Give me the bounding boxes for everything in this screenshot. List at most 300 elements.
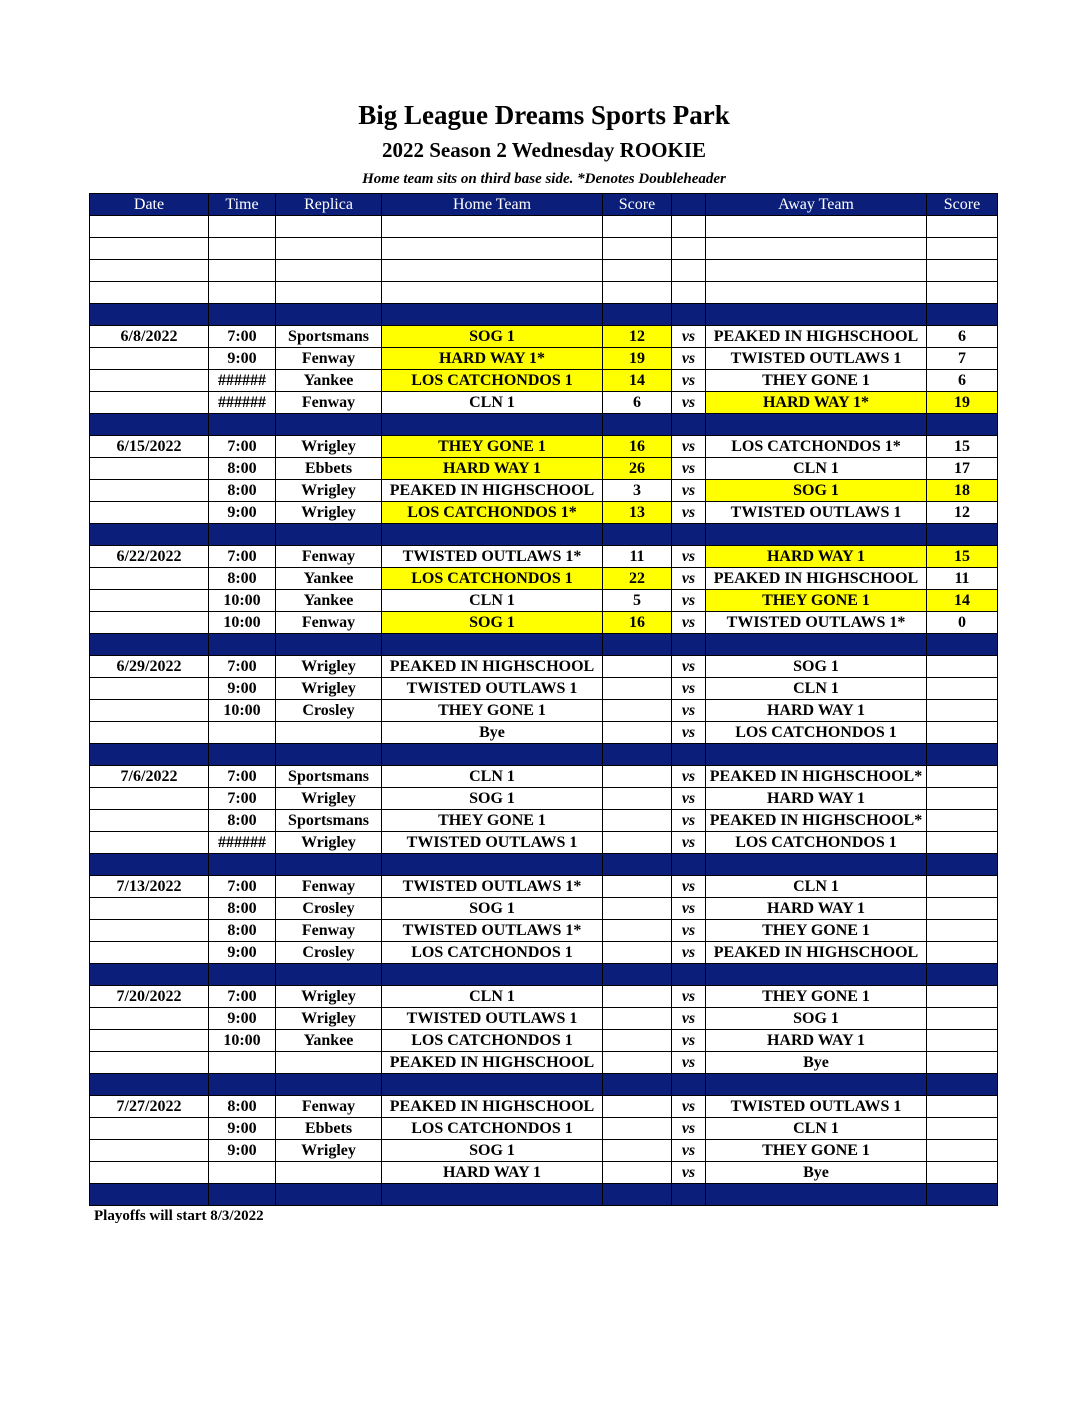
date-cell bbox=[90, 810, 209, 832]
schedule-body bbox=[90, 216, 998, 1206]
away-score-cell bbox=[927, 1140, 998, 1162]
date-cell bbox=[90, 590, 209, 612]
home-team-cell: Bye bbox=[382, 722, 603, 744]
date-cell bbox=[90, 898, 209, 920]
home-score-cell bbox=[603, 920, 672, 942]
col-header-home-score: Score bbox=[603, 194, 672, 216]
away-team-cell: THEY GONE 1 bbox=[706, 590, 927, 612]
replica-cell: Wrigley bbox=[276, 832, 382, 854]
separator-cell bbox=[927, 964, 998, 986]
home-team-cell: CLN 1 bbox=[382, 766, 603, 788]
time-cell: 7:00 bbox=[209, 876, 276, 898]
table-row bbox=[90, 810, 998, 832]
separator-cell bbox=[90, 634, 209, 656]
home-team-cell: SOG 1 bbox=[382, 612, 603, 634]
home-score-cell bbox=[603, 832, 672, 854]
replica-cell: Fenway bbox=[276, 920, 382, 942]
separator-cell bbox=[382, 744, 603, 766]
replica-cell: Yankee bbox=[276, 370, 382, 392]
separator-cell bbox=[209, 634, 276, 656]
vs-cell: vs bbox=[672, 458, 706, 480]
date-cell: 6/29/2022 bbox=[90, 656, 209, 678]
home-team-cell: THEY GONE 1 bbox=[382, 810, 603, 832]
date-cell: 7/13/2022 bbox=[90, 876, 209, 898]
vs-cell: vs bbox=[672, 590, 706, 612]
vs-cell: vs bbox=[672, 502, 706, 524]
separator-cell bbox=[382, 964, 603, 986]
time-cell: 8:00 bbox=[209, 458, 276, 480]
home-score-cell bbox=[603, 1008, 672, 1030]
away-score-cell: 0 bbox=[927, 612, 998, 634]
vs-cell: vs bbox=[672, 546, 706, 568]
home-team-cell: PEAKED IN HIGHSCHOOL bbox=[382, 480, 603, 502]
date-cell bbox=[90, 502, 209, 524]
home-score-cell: 14 bbox=[603, 370, 672, 392]
separator-cell bbox=[90, 1074, 209, 1096]
replica-cell bbox=[276, 282, 382, 304]
home-team-cell: LOS CATCHONDOS 1 bbox=[382, 370, 603, 392]
separator-cell bbox=[706, 854, 927, 876]
replica-cell: Ebbets bbox=[276, 458, 382, 480]
away-team-cell: SOG 1 bbox=[706, 480, 927, 502]
away-score-cell bbox=[927, 986, 998, 1008]
away-score-cell bbox=[927, 1096, 998, 1118]
table-row bbox=[90, 1008, 998, 1030]
home-score-cell bbox=[603, 788, 672, 810]
home-score-cell bbox=[603, 810, 672, 832]
separator-cell bbox=[209, 524, 276, 546]
vs-cell: vs bbox=[672, 612, 706, 634]
home-score-cell bbox=[603, 700, 672, 722]
table-row bbox=[90, 986, 998, 1008]
col-header-replica: Replica bbox=[276, 194, 382, 216]
home-score-cell bbox=[603, 1030, 672, 1052]
table-row bbox=[90, 920, 998, 942]
separator-cell bbox=[706, 1184, 927, 1206]
time-cell: ###### bbox=[209, 370, 276, 392]
away-team-cell: HARD WAY 1 bbox=[706, 788, 927, 810]
away-team-cell: PEAKED IN HIGHSCHOOL* bbox=[706, 766, 927, 788]
away-score-cell: 15 bbox=[927, 546, 998, 568]
home-score-cell: 26 bbox=[603, 458, 672, 480]
home-score-cell bbox=[603, 1162, 672, 1184]
away-score-cell bbox=[927, 238, 998, 260]
separator-cell bbox=[276, 1074, 382, 1096]
home-team-cell: TWISTED OUTLAWS 1 bbox=[382, 832, 603, 854]
home-score-cell bbox=[603, 656, 672, 678]
away-team-cell: TWISTED OUTLAWS 1* bbox=[706, 612, 927, 634]
away-score-cell bbox=[927, 700, 998, 722]
away-team-cell: Bye bbox=[706, 1162, 927, 1184]
table-row bbox=[90, 216, 998, 238]
time-cell: 9:00 bbox=[209, 1118, 276, 1140]
home-score-cell bbox=[603, 1140, 672, 1162]
time-cell bbox=[209, 722, 276, 744]
date-cell bbox=[90, 216, 209, 238]
vs-cell: vs bbox=[672, 1096, 706, 1118]
vs-cell: vs bbox=[672, 480, 706, 502]
home-score-cell: 6 bbox=[603, 392, 672, 414]
away-team-cell: CLN 1 bbox=[706, 876, 927, 898]
separator-cell bbox=[276, 414, 382, 436]
home-team-cell: HARD WAY 1 bbox=[382, 458, 603, 480]
vs-cell: vs bbox=[672, 1118, 706, 1140]
time-cell: 9:00 bbox=[209, 1140, 276, 1162]
away-score-cell: 14 bbox=[927, 590, 998, 612]
replica-cell: Yankee bbox=[276, 1030, 382, 1052]
home-team-cell: LOS CATCHONDOS 1 bbox=[382, 1118, 603, 1140]
away-team-cell: LOS CATCHONDOS 1 bbox=[706, 832, 927, 854]
replica-cell: Wrigley bbox=[276, 502, 382, 524]
away-team-cell: THEY GONE 1 bbox=[706, 370, 927, 392]
away-score-cell: 6 bbox=[927, 326, 998, 348]
date-cell bbox=[90, 282, 209, 304]
separator-cell bbox=[382, 1074, 603, 1096]
away-score-cell bbox=[927, 1162, 998, 1184]
table-row bbox=[90, 348, 998, 370]
away-team-cell bbox=[706, 260, 927, 282]
away-score-cell bbox=[927, 656, 998, 678]
away-team-cell: SOG 1 bbox=[706, 1008, 927, 1030]
table-row bbox=[90, 1118, 998, 1140]
separator-cell bbox=[706, 634, 927, 656]
date-cell bbox=[90, 722, 209, 744]
replica-cell: Wrigley bbox=[276, 436, 382, 458]
vs-cell: vs bbox=[672, 788, 706, 810]
vs-cell: vs bbox=[672, 876, 706, 898]
replica-cell bbox=[276, 722, 382, 744]
home-team-cell bbox=[382, 238, 603, 260]
separator-cell bbox=[276, 524, 382, 546]
replica-cell: Yankee bbox=[276, 590, 382, 612]
separator-cell bbox=[927, 634, 998, 656]
vs-cell bbox=[672, 238, 706, 260]
replica-cell: Wrigley bbox=[276, 1140, 382, 1162]
vs-cell: vs bbox=[672, 1008, 706, 1030]
replica-cell: Wrigley bbox=[276, 986, 382, 1008]
page-subtitle: 2022 Season 2 Wednesday ROOKIE bbox=[381, 138, 706, 162]
away-score-cell: 7 bbox=[927, 348, 998, 370]
home-score-cell: 12 bbox=[603, 326, 672, 348]
away-score-cell bbox=[927, 920, 998, 942]
away-score-cell bbox=[927, 876, 998, 898]
home-score-cell: 3 bbox=[603, 480, 672, 502]
separator-cell bbox=[927, 744, 998, 766]
home-score-cell: 16 bbox=[603, 612, 672, 634]
home-score-cell bbox=[603, 1096, 672, 1118]
date-cell bbox=[90, 788, 209, 810]
replica-cell: Wrigley bbox=[276, 480, 382, 502]
away-team-cell: CLN 1 bbox=[706, 678, 927, 700]
separator-cell bbox=[603, 1184, 672, 1206]
away-team-cell: PEAKED IN HIGHSCHOOL* bbox=[706, 810, 927, 832]
time-cell: 7:00 bbox=[209, 546, 276, 568]
date-cell bbox=[90, 832, 209, 854]
table-row bbox=[90, 942, 998, 964]
away-score-cell bbox=[927, 898, 998, 920]
time-cell: ###### bbox=[209, 832, 276, 854]
separator-cell bbox=[672, 414, 706, 436]
time-cell: 8:00 bbox=[209, 480, 276, 502]
time-cell: 8:00 bbox=[209, 1096, 276, 1118]
date-cell bbox=[90, 238, 209, 260]
week-separator-row bbox=[90, 524, 998, 546]
table-row bbox=[90, 282, 998, 304]
away-team-cell: PEAKED IN HIGHSCHOOL bbox=[706, 568, 927, 590]
separator-cell bbox=[672, 634, 706, 656]
separator-cell bbox=[672, 304, 706, 326]
week-separator-row bbox=[90, 1074, 998, 1096]
home-score-cell: 11 bbox=[603, 546, 672, 568]
separator-cell bbox=[90, 854, 209, 876]
home-team-cell: PEAKED IN HIGHSCHOOL bbox=[382, 1096, 603, 1118]
replica-cell bbox=[276, 1052, 382, 1074]
replica-cell bbox=[276, 1162, 382, 1184]
home-team-cell: CLN 1 bbox=[382, 590, 603, 612]
away-team-cell bbox=[706, 282, 927, 304]
home-team-cell: CLN 1 bbox=[382, 392, 603, 414]
table-row bbox=[90, 238, 998, 260]
away-score-cell bbox=[927, 260, 998, 282]
time-cell bbox=[209, 216, 276, 238]
time-cell bbox=[209, 1162, 276, 1184]
date-cell: 6/15/2022 bbox=[90, 436, 209, 458]
table-row bbox=[90, 590, 998, 612]
date-cell bbox=[90, 920, 209, 942]
home-score-cell bbox=[603, 1052, 672, 1074]
separator-cell bbox=[382, 524, 603, 546]
home-team-cell: THEY GONE 1 bbox=[382, 436, 603, 458]
home-score-cell bbox=[603, 876, 672, 898]
time-cell bbox=[209, 260, 276, 282]
separator-cell bbox=[382, 304, 603, 326]
away-score-cell bbox=[927, 216, 998, 238]
table-row bbox=[90, 436, 998, 458]
time-cell: 7:00 bbox=[209, 436, 276, 458]
home-team-cell: PEAKED IN HIGHSCHOOL bbox=[382, 1052, 603, 1074]
away-team-cell: CLN 1 bbox=[706, 1118, 927, 1140]
away-score-cell: 12 bbox=[927, 502, 998, 524]
col-header-time: Time bbox=[209, 194, 276, 216]
week-separator-row bbox=[90, 854, 998, 876]
separator-cell bbox=[603, 304, 672, 326]
separator-cell bbox=[927, 524, 998, 546]
separator-cell bbox=[927, 1184, 998, 1206]
away-team-cell: PEAKED IN HIGHSCHOOL bbox=[706, 942, 927, 964]
replica-cell: Fenway bbox=[276, 612, 382, 634]
away-team-cell: Bye bbox=[706, 1052, 927, 1074]
time-cell: 9:00 bbox=[209, 502, 276, 524]
table-row bbox=[90, 700, 998, 722]
away-team-cell: TWISTED OUTLAWS 1 bbox=[706, 348, 927, 370]
week-separator-row bbox=[90, 1184, 998, 1206]
vs-cell: vs bbox=[672, 656, 706, 678]
home-score-cell: 5 bbox=[603, 590, 672, 612]
separator-cell bbox=[90, 414, 209, 436]
home-score-cell bbox=[603, 260, 672, 282]
home-team-cell: TWISTED OUTLAWS 1 bbox=[382, 1008, 603, 1030]
home-team-cell: TWISTED OUTLAWS 1* bbox=[382, 876, 603, 898]
vs-cell: vs bbox=[672, 678, 706, 700]
separator-cell bbox=[209, 414, 276, 436]
table-row bbox=[90, 546, 998, 568]
replica-cell: Sportsmans bbox=[276, 766, 382, 788]
date-cell bbox=[90, 392, 209, 414]
replica-cell bbox=[276, 260, 382, 282]
home-score-cell: 13 bbox=[603, 502, 672, 524]
vs-cell bbox=[672, 260, 706, 282]
week-separator-row bbox=[90, 964, 998, 986]
table-row bbox=[90, 1140, 998, 1162]
home-team-cell: LOS CATCHONDOS 1 bbox=[382, 568, 603, 590]
away-score-cell: 18 bbox=[927, 480, 998, 502]
away-score-cell bbox=[927, 678, 998, 700]
separator-cell bbox=[90, 744, 209, 766]
replica-cell bbox=[276, 238, 382, 260]
vs-cell: vs bbox=[672, 436, 706, 458]
home-team-cell: SOG 1 bbox=[382, 898, 603, 920]
vs-cell: vs bbox=[672, 766, 706, 788]
col-header-away-score: Score bbox=[927, 194, 998, 216]
separator-cell bbox=[672, 1184, 706, 1206]
table-row bbox=[90, 1052, 998, 1074]
separator-cell bbox=[209, 744, 276, 766]
date-cell bbox=[90, 348, 209, 370]
away-team-cell: HARD WAY 1 bbox=[706, 1030, 927, 1052]
separator-cell bbox=[209, 854, 276, 876]
time-cell: 10:00 bbox=[209, 1030, 276, 1052]
replica-cell: Yankee bbox=[276, 568, 382, 590]
table-row bbox=[90, 832, 998, 854]
table-row bbox=[90, 260, 998, 282]
separator-cell bbox=[209, 964, 276, 986]
home-score-cell: 19 bbox=[603, 348, 672, 370]
home-score-cell bbox=[603, 678, 672, 700]
home-team-cell bbox=[382, 260, 603, 282]
separator-cell bbox=[209, 1074, 276, 1096]
date-cell bbox=[90, 1140, 209, 1162]
replica-cell: Fenway bbox=[276, 1096, 382, 1118]
home-team-cell: LOS CATCHONDOS 1 bbox=[382, 942, 603, 964]
table-row bbox=[90, 480, 998, 502]
time-cell bbox=[209, 1052, 276, 1074]
home-team-cell bbox=[382, 282, 603, 304]
separator-cell bbox=[276, 854, 382, 876]
time-cell: 7:00 bbox=[209, 326, 276, 348]
away-score-cell bbox=[927, 832, 998, 854]
away-score-cell: 17 bbox=[927, 458, 998, 480]
home-score-cell: 22 bbox=[603, 568, 672, 590]
vs-cell: vs bbox=[672, 810, 706, 832]
vs-cell: vs bbox=[672, 1140, 706, 1162]
time-cell: 7:00 bbox=[209, 656, 276, 678]
time-cell: 9:00 bbox=[209, 678, 276, 700]
away-team-cell: LOS CATCHONDOS 1 bbox=[706, 722, 927, 744]
separator-cell bbox=[603, 524, 672, 546]
vs-cell: vs bbox=[672, 942, 706, 964]
table-row bbox=[90, 458, 998, 480]
home-score-cell bbox=[603, 942, 672, 964]
home-score-cell bbox=[603, 216, 672, 238]
col-header-home-team: Home Team bbox=[382, 194, 603, 216]
separator-cell bbox=[603, 964, 672, 986]
vs-cell: vs bbox=[672, 348, 706, 370]
schedule-table bbox=[89, 193, 998, 1206]
away-score-cell bbox=[927, 722, 998, 744]
away-score-cell bbox=[927, 1052, 998, 1074]
time-cell: 8:00 bbox=[209, 810, 276, 832]
time-cell: ###### bbox=[209, 392, 276, 414]
separator-cell bbox=[276, 1184, 382, 1206]
date-cell bbox=[90, 260, 209, 282]
separator-cell bbox=[276, 964, 382, 986]
time-cell bbox=[209, 282, 276, 304]
separator-cell bbox=[672, 964, 706, 986]
time-cell: 8:00 bbox=[209, 920, 276, 942]
away-team-cell: THEY GONE 1 bbox=[706, 1140, 927, 1162]
table-row bbox=[90, 568, 998, 590]
table-row bbox=[90, 1162, 998, 1184]
date-cell bbox=[90, 458, 209, 480]
replica-cell: Fenway bbox=[276, 392, 382, 414]
separator-cell bbox=[672, 1074, 706, 1096]
date-cell bbox=[90, 678, 209, 700]
table-row bbox=[90, 1096, 998, 1118]
vs-cell: vs bbox=[672, 568, 706, 590]
separator-cell bbox=[90, 1184, 209, 1206]
week-separator-row bbox=[90, 304, 998, 326]
replica-cell: Crosley bbox=[276, 700, 382, 722]
away-score-cell bbox=[927, 766, 998, 788]
time-cell: 7:00 bbox=[209, 766, 276, 788]
separator-cell bbox=[706, 414, 927, 436]
time-cell: 9:00 bbox=[209, 1008, 276, 1030]
date-cell bbox=[90, 480, 209, 502]
table-row bbox=[90, 876, 998, 898]
date-cell bbox=[90, 700, 209, 722]
away-team-cell: THEY GONE 1 bbox=[706, 920, 927, 942]
separator-cell bbox=[603, 1074, 672, 1096]
home-team-cell: SOG 1 bbox=[382, 326, 603, 348]
separator-cell bbox=[382, 1184, 603, 1206]
separator-cell bbox=[276, 634, 382, 656]
table-row bbox=[90, 722, 998, 744]
away-team-cell: LOS CATCHONDOS 1* bbox=[706, 436, 927, 458]
away-team-cell bbox=[706, 238, 927, 260]
vs-cell: vs bbox=[672, 920, 706, 942]
away-score-cell bbox=[927, 810, 998, 832]
away-score-cell bbox=[927, 1118, 998, 1140]
separator-cell bbox=[927, 854, 998, 876]
replica-cell: Wrigley bbox=[276, 656, 382, 678]
separator-cell bbox=[276, 304, 382, 326]
table-row bbox=[90, 392, 998, 414]
home-score-cell bbox=[603, 722, 672, 744]
replica-cell: Wrigley bbox=[276, 678, 382, 700]
date-cell: 7/6/2022 bbox=[90, 766, 209, 788]
table-row bbox=[90, 766, 998, 788]
separator-cell bbox=[603, 854, 672, 876]
separator-cell bbox=[706, 964, 927, 986]
time-cell: 8:00 bbox=[209, 898, 276, 920]
vs-cell: vs bbox=[672, 700, 706, 722]
separator-cell bbox=[672, 744, 706, 766]
col-header-date: Date bbox=[90, 194, 209, 216]
vs-cell: vs bbox=[672, 1162, 706, 1184]
separator-cell bbox=[927, 414, 998, 436]
vs-cell bbox=[672, 216, 706, 238]
away-score-cell: 11 bbox=[927, 568, 998, 590]
